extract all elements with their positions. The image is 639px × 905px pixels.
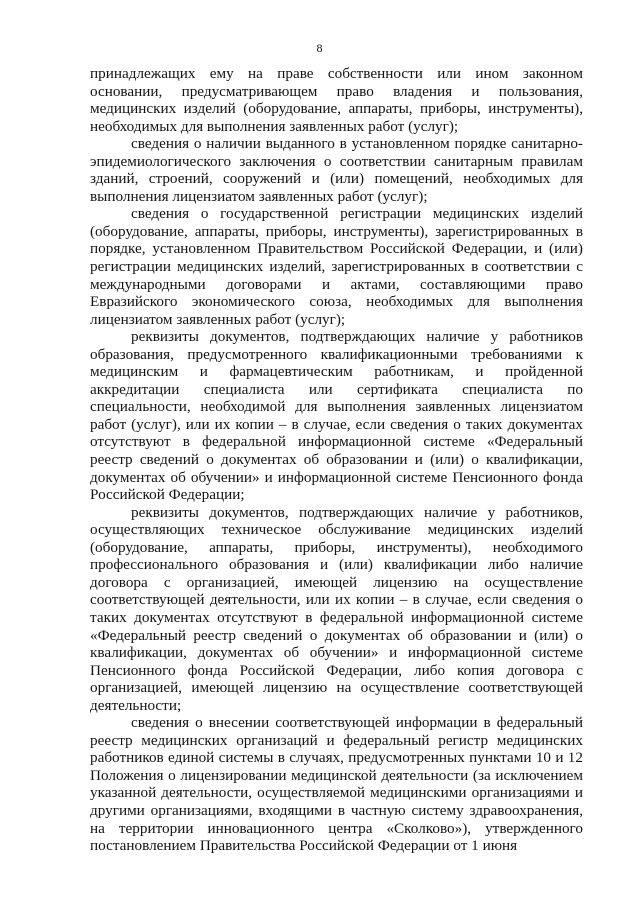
paragraph-staff-education: реквизиты документов, подтверждающих наличие у работников образования, предусмотренного квалификационными требованиями к медицинским и фармацевтическим работникам, и пройденной аккредитации специалиста или сертификата специалиста по специальности, необходимой для выполнения заявленных лицензиатом работ (услуг), или их копии – в случае, если сведения о таких документах отсутствуют в федеральной информационной системе «Федеральный реестр сведений о документах об образовании и (или) о квалификации, документах об обучении» и информационной системе Пенсионного фонда Российской Федерации; [90,328,583,504]
paragraph-registry-info: сведения о внесении соответствующей информации в федеральный реестр медицинских организаций и федеральный регистр медицинских работников единой системы в случаях, предусмотренных пунктами 10 и 12 Положения о лицензировании медицинской деятельности (за исключением указанной деятельности, осуществляемой медицинскими организациями и другими организациями, входящими в частную систему здравоохранения, на территории инновационного центра «Сколково»), утвержденного постановлением Правительства Российской Федерации от 1 июня [90,714,583,855]
paragraph-technical-staff: реквизиты документов, подтверждающих наличие у работников, осуществляющих техническое обслуживание медицинских изделий (оборудование, аппараты, приборы, инструменты), необходимого профессионального образования и (или) квалификации либо наличие договора с организацией, имеющей лицензию на осуществление соответствующей деятельности, или их копии – в случае, если сведения о таких документах отсутствуют в федеральной информационной системе «Федеральный реестр сведений о документах об образовании и (или) о квалификации, документах об обучении» и информационной системе Пенсионного фонда Российской Федерации, либо копия договора с организацией, имеющей лицензию на осуществление соответствующей деятельности; [90,503,583,714]
paragraph-sanitary-conclusion: сведения о наличии выданного в установленном порядке санитарно-эпидемиологического заключения о соответствии санитарным правилам зданий, строений, сооружений и (или) помещений, необходимых для выполнения лицензиатом заявленных работ (услуг); [90,135,583,205]
paragraph-device-registration: сведения о государственной регистрации медицинских изделий (оборудование, аппараты, приборы, инструменты), зарегистрированных в порядке, установленном Правительством Российской Федерации, и (или) регистрации медицинских изделий, зарегистрированных в соответствии с международными договорами и актами, составляющими право Евразийского экономического союза, необходимых для выполнения лицензиатом заявленных работ (услуг); [90,205,583,328]
document-body [90,65,583,855]
page-number: 8 [316,41,323,55]
paragraph-continuation: принадлежащих ему на праве собственности или ином законном основании, предусматривающем право владения и пользования, медицинских изделий (оборудование, аппараты, приборы, инструменты), необходимых для выполнения заявленных работ (услуг); [90,65,583,135]
